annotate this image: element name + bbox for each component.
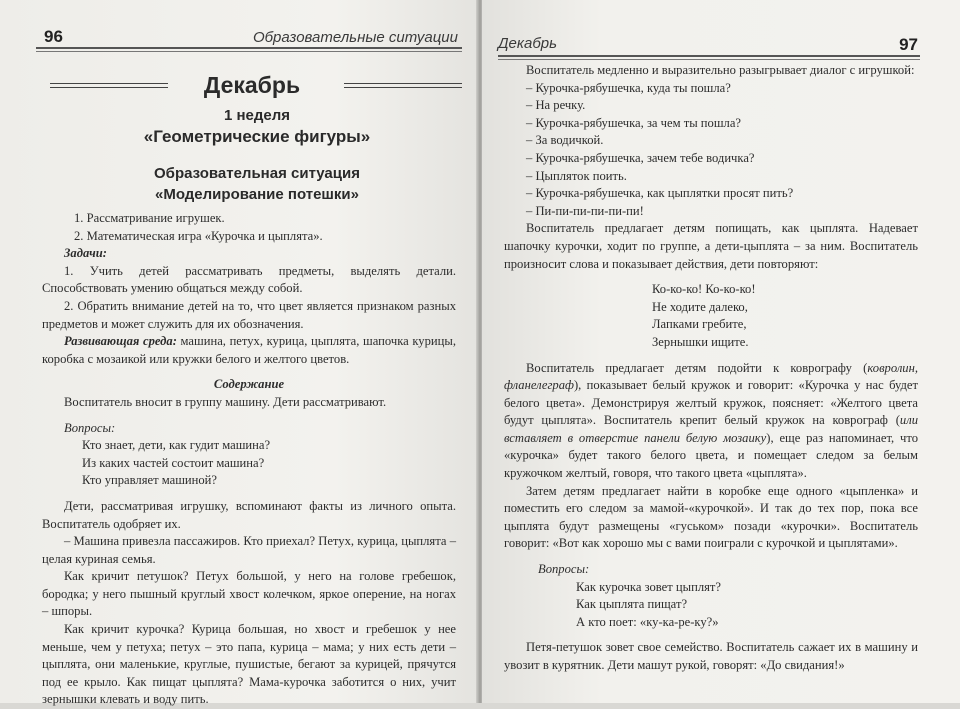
task-item: 1. Учить детей рассматривать предметы, выделять детали. Способствовать умению общаться между собой.: [42, 263, 456, 296]
paragraph: Петя-петушок зовет свое семейство. Воспитатель сажает их в машину и увозит в курятник. Дети машут рукой, говорят: «До свидания!»: [504, 640, 918, 672]
right-header-rule: [498, 55, 920, 57]
right-running-head: Декабрь: [498, 35, 557, 52]
month-title-row: [42, 72, 462, 100]
paragraph: Как кричит курочка? Курица большая, но хвост и гребешок у нее меньше, чем у петуха; петух – это папа, курица – мама; у них есть дети – цыплята, они маленькие, круглые, пушистые, бегают за курицей, прячутся под ее крыло. Как пищат цыплята? Мама-курочка заботится о них, учит зернышки клевать и воду пить.: [42, 622, 456, 707]
environment-label: Развивающая среда:: [64, 334, 177, 349]
right-page-number: 97: [899, 35, 918, 54]
paragraph: Воспитатель вносит в группу машину. Дети рассматривают.: [64, 394, 387, 409]
month-title: Декабрь: [203, 72, 301, 98]
verse-line: Зернышки ищите.: [652, 334, 749, 349]
situation-title-line1: Образовательная ситуация: [154, 165, 360, 182]
dialog-line: – На речку.: [526, 98, 586, 113]
task-item: 2. Обратить внимание детей на то, что цвет является признаком разных предметов и может служить для их обозначения.: [42, 298, 456, 331]
topic-title: «Геометрические фигуры»: [143, 127, 371, 146]
right-page: [482, 0, 960, 703]
paragraph: Дети, рассматривая игрушку, вспоминают факты из личного опыта. Воспитатель одобряет их.: [42, 498, 456, 531]
question-line: Из каких частей состоит машина?: [82, 455, 265, 470]
verse-line: Как цыплята пищат?: [576, 597, 688, 612]
paragraph: Затем детям предлагает найти в коробке еще одного «цыпленка» и поместить его следом за мамой-«курочкой». И так до тех пор, пока все цыплята будут размещены «гуськом» позади «курочки». Воспитатель говорит: «Вот как хорошо мы с вами поиграли с курочкой и цыплятами».: [504, 483, 918, 551]
left-page: [0, 0, 478, 707]
verse-line: А кто поет: «ку-ка-ре-ку?»: [576, 614, 719, 629]
questions-label: Вопросы:: [538, 562, 590, 577]
dialog-line: – За водичкой.: [526, 133, 604, 148]
verse-line: Как курочка зовет цыплят?: [576, 579, 722, 594]
dialog-line: – Курочка-рябушечка, куда ты пошла?: [526, 80, 731, 95]
dialog-line: – Курочка-рябушечка, как цыплятки просят пить?: [526, 186, 794, 201]
italic-inline: ковролин, фланелеграф: [504, 360, 918, 393]
left-header-rule-thin: [36, 51, 462, 52]
paragraph: – Машина привезла пассажиров. Кто приехал? Петух, курица, цыплята – целая куриная семья.: [42, 534, 456, 566]
week-label: 1 неделя: [223, 107, 291, 124]
verse-line: Ко-ко-ко! Ко-ко-ко!: [652, 282, 756, 297]
question-line: Кто знает, дети, как гудит машина?: [82, 438, 271, 453]
paragraph: Воспитатель предлагает детям подойти к коврографу (ковролин, фланелеграф), показывает белый кружок и говорит: «Курочка у нас будет белого цвета». Демонстрируя желтый кружок, поясняет: «Желтого цвета будут цыплята». Воспитатель крепит белый кружок на коврограф (или вставляет в отверстие панели белую мозаику), еще раз напоминает, что «курочка» будет такого белого цвета, и помещает следом за белым кружочком желтый, говоря, что такого цвета «цыплята».: [504, 360, 918, 481]
environment-paragraph: [42, 333, 456, 368]
right-body: [504, 62, 918, 675]
dialog-line: – Курочка-рябушечка, зачем тебе водичка?: [526, 150, 755, 165]
left-body: [42, 210, 456, 709]
situation-title: [42, 163, 472, 205]
plan-item: 1. Рассматривание игрушек.: [74, 211, 225, 225]
situation-title-line2: «Моделирование потешки»: [154, 186, 359, 203]
left-header-rule: [36, 47, 462, 49]
left-page-number: 96: [44, 27, 63, 46]
verse-line: Не ходите далеко,: [652, 299, 748, 314]
dialog-line: – Курочка-рябушечка, за чем ты пошла?: [526, 115, 742, 130]
dialog-line: – Цыпляток поить.: [526, 168, 627, 183]
dialog-line: – Пи-пи-пи-пи-пи-пи!: [526, 203, 644, 218]
question-line: Кто управляет машиной?: [82, 473, 218, 488]
italic-inline: или вставляет в отверстие панели белую мозаику: [504, 413, 918, 445]
content-label: Содержание: [213, 377, 285, 392]
right-header-rule-thin: [498, 59, 920, 60]
questions-label: Вопросы:: [64, 420, 116, 435]
paragraph: Воспитатель медленно и выразительно разыгрывает диалог с игрушкой:: [526, 63, 915, 77]
paragraph: Воспитатель предлагает детям попищать, как цыплята. Надевает шапочку курочки, ходит по группе, а дети-цыплята – за ним. Воспитатель произносит слова и показывает действия, дети повторяют:: [504, 221, 918, 271]
tasks-label: Задачи:: [64, 246, 107, 261]
paragraph: Как кричит петушок? Петух большой, у него на голове гребешок, бородка; у него пышный круглый хвост колечком, яркое оперение, на ногах – шпоры.: [42, 569, 456, 619]
verse-line: Лапками гребите,: [652, 317, 747, 332]
environment-text: машина, петух, курица, цыплята, шапочка курицы, коробка с мозаикой или кружки белого и желтого цветов.: [42, 334, 456, 366]
plan-item: 2. Математическая игра «Курочка и цыплята».: [74, 228, 323, 243]
left-running-head: Образовательные ситуации: [252, 29, 458, 46]
